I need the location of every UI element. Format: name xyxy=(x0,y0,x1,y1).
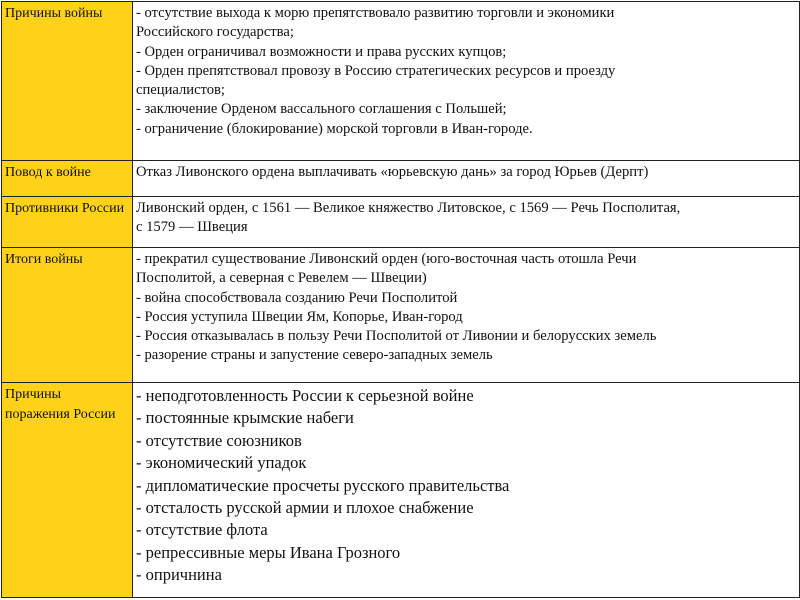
content-line: специалистов; xyxy=(136,82,225,99)
row-label-defeat-causes: Причины поражения России xyxy=(2,383,133,598)
row-content-causes xyxy=(133,2,800,161)
content-line: Отказ Ливонского ордена выплачивать «юрьевскую дань» за город Юрьев (Дерпт) xyxy=(136,164,649,180)
content-line: - война способствовала созданию Речи Посполитой xyxy=(136,289,458,306)
table-row-causes xyxy=(2,2,800,161)
content-line: - отсутствие флота xyxy=(136,520,268,540)
content-line: - постоянные крымские набеги xyxy=(136,408,354,428)
row-label-opponents: Противники России xyxy=(2,197,133,248)
table-row-defeat-causes xyxy=(2,383,800,598)
row-label-causes: Причины войны xyxy=(2,2,133,161)
content-line: Российского государства; xyxy=(136,24,294,41)
content-line: - репрессивные меры Ивана Грозного xyxy=(136,542,401,562)
content-line: - отсталость русской армии и плохое снабжение xyxy=(136,498,474,518)
content-line: - разорение страны и запустение северо-западных земель xyxy=(136,347,493,364)
content-line: - Орден препятствовал провозу в Россию стратегических ресурсов и проезду xyxy=(136,62,616,79)
table-row-opponents xyxy=(2,197,800,248)
row-label-pretext: Повод к войне xyxy=(2,161,133,197)
row-content-defeat-causes xyxy=(133,383,800,598)
content-line: - заключение Орденом вассального соглашения с Польшей; xyxy=(136,101,507,118)
row-content-opponents xyxy=(133,197,800,248)
content-line: Ливонский орден, с 1561 — Великое княжество Литовское, с 1569 — Речь Посполитая, xyxy=(136,200,681,216)
content-line: - Россия отказывалась в пользу Речи Посполитой от Ливонии и белорусских земель xyxy=(136,328,657,345)
content-line: - отсутствие выхода к морю препятствовало развитию торговли и экономики xyxy=(136,5,615,21)
content-line: - Россия уступила Швеции Ям, Копорье, Иван-город xyxy=(136,308,463,325)
row-label-results: Итоги войны xyxy=(2,248,133,383)
row-content-results xyxy=(133,248,800,383)
content-line: с 1579 — Швеция xyxy=(136,219,248,236)
table-row-pretext xyxy=(2,161,800,197)
content-line: - дипломатические просчеты русского правительства xyxy=(136,475,510,495)
content-line: - прекратил существование Ливонский орден (юго-восточная часть отошла Речи xyxy=(136,251,637,267)
content-line: - ограничение (блокирование) морской торговли в Иван-городе. xyxy=(136,120,533,137)
content-line: - неподготовленность России к серьезной войне xyxy=(136,386,474,405)
table-row-results xyxy=(2,248,800,383)
content-line: - отсутствие союзников xyxy=(136,430,302,450)
content-line: Посполитой, а северная с Ревелем — Швеции) xyxy=(136,270,427,287)
row-content-pretext xyxy=(133,161,800,197)
content-line: - экономический упадок xyxy=(136,453,307,473)
content-line: - опричнина xyxy=(136,565,222,585)
content-line: - Орден ограничивал возможности и права русских купцов; xyxy=(136,43,507,60)
history-table xyxy=(1,1,800,598)
